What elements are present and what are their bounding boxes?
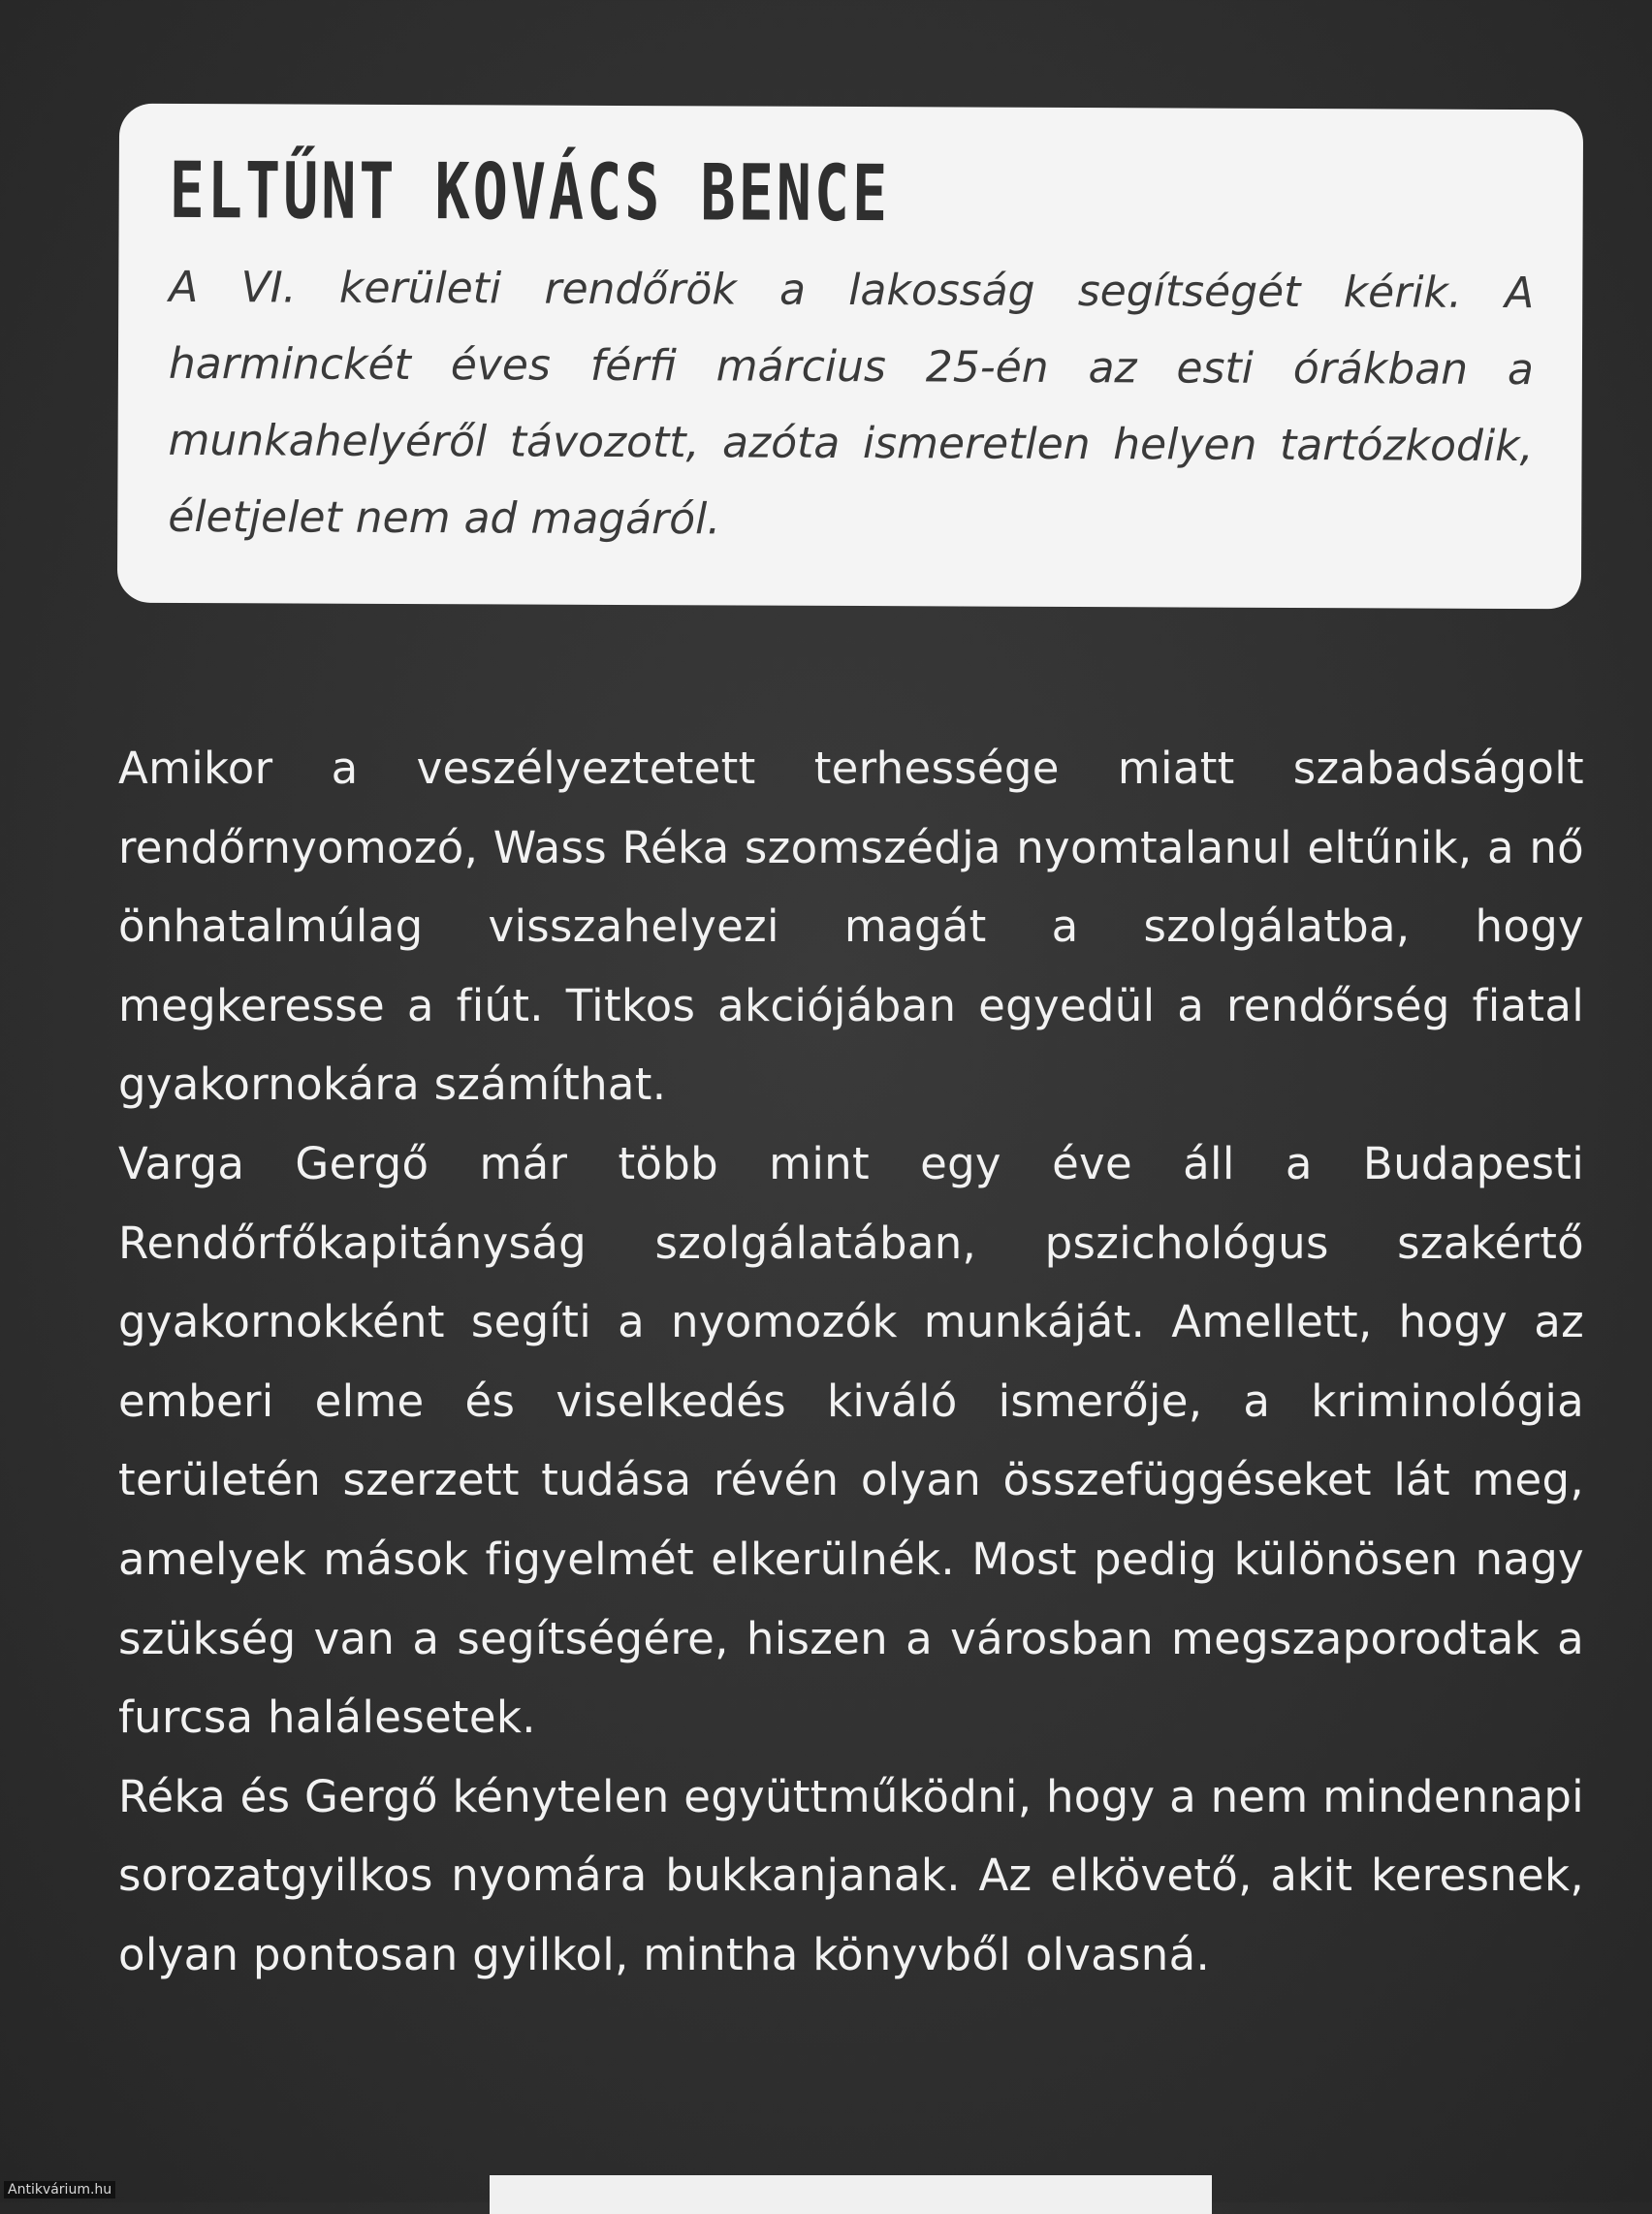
site-watermark: Antikvárium.hu (4, 2181, 115, 2198)
back-cover-blurb (118, 729, 1584, 1995)
notice-text: A VI. kerületi rendőrök a lakosság segítségét kérik. A harminckét éves férfi március 25-én az esti órákban a munkahelyéről távozott, azóta ismeretlen helyen tartózkodik, életjelet nem ad magáról. (168, 262, 1535, 545)
blurb-paragraph-3: Réka és Gergő kénytelen együttműködni, hogy a nem mindennapi sorozatgyilkos nyomára bukkanjanak. Az elkövető, akit keresnek, olyan pontosan gyilkol, mintha könyvből olvasná. (118, 1770, 1584, 1980)
blurb-paragraph-2: Varga Gergő már több mint egy éve áll a Budapesti Rendőrfőkapitányság szolgálatában, pszichológus szakértő gyakornokként segíti a nyomozók munkáját. Amellett, hogy az emberi elme és viselkedés kiváló ismerője, a kriminológia területén szerzett tudása révén olyan összefüggéseket lát meg, amelyek mások figyelmét elkerülnék. Most pedig különösen nagy szükség van a segítségére, hiszen a városban megszaporodtak a furcsa halálesetek. (118, 1137, 1584, 1744)
barcode-label (490, 2175, 1212, 2214)
blurb-paragraph-1: Amikor a veszélyeztetett terhessége miatt szabadságolt rendőrnyomozó, Wass Réka szomszédja nyomtalanul eltűnik, a nő önhatalmúlag visszahelyezi magát a szolgálatba, hogy megkeresse a fiút. Titkos akciójában egyedül a rendőrség fiatal gyakornokára számíthat. (118, 743, 1584, 1111)
notice-title: ELTŰNT KOVÁCS BENCE (169, 144, 891, 239)
missing-person-notice (117, 104, 1583, 610)
